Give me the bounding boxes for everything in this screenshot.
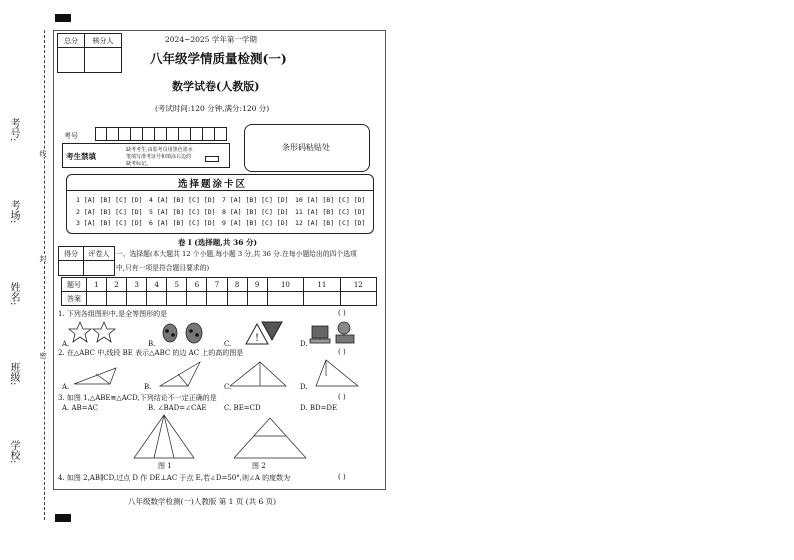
svg-text:!: ! xyxy=(255,333,260,344)
answer-cell[interactable] xyxy=(267,292,303,306)
q2-option-b: B. xyxy=(144,383,152,391)
answer-table-num: 3 xyxy=(127,278,147,292)
score-total-label: 总分 xyxy=(58,34,85,48)
section-grader-label: 评卷人 xyxy=(84,247,115,261)
score-table xyxy=(57,33,122,73)
section-score-label: 得分 xyxy=(59,247,84,261)
school-year: 2024~2025 学年第一学期 xyxy=(165,35,257,44)
question-2-paren: ( ) xyxy=(338,348,346,356)
card-cell[interactable]: 11 [A] [B] [C] [D] xyxy=(295,207,366,216)
question-2: 2. 在△ABC 中,线段 BE 表示△ABC 的边 AC 上的高的图是 xyxy=(58,349,244,357)
page-subtitle: 数学试卷(人教版) xyxy=(172,80,260,93)
answer-table-num: 4 xyxy=(147,278,167,292)
kaohao-boxes[interactable] xyxy=(95,127,227,141)
notice-line-2: 笔填写准考证号和填涂右边的 xyxy=(126,154,192,160)
answer-cell[interactable] xyxy=(187,292,207,306)
card-row xyxy=(76,195,368,207)
section1-title: 卷 I (选择题,共 36 分) xyxy=(178,238,258,247)
answer-card-title: 选择题涂卡区 xyxy=(178,179,248,190)
card-cell[interactable]: 12 [A] [B] [C] [D] xyxy=(295,219,366,227)
q3-option-d: D. BD=DE xyxy=(300,404,338,412)
question-3: 3. 如图 1,△ABE≌△ACD,下列结论不一定正确的是 xyxy=(58,394,217,402)
binding-mi: 密 xyxy=(39,352,47,359)
forbidden-label: 考生禁填 xyxy=(66,152,96,161)
q1-option-a: A. xyxy=(62,340,70,348)
question-3-paren: ( ) xyxy=(338,393,346,401)
q2-triangle-b xyxy=(160,362,200,386)
binding-xuexiao: 学校: xyxy=(8,440,19,464)
page-title: 八年级学情质量检测(一) xyxy=(150,51,287,66)
section1-instructions-1: 一、选择题(本大题共 12 个小题,每小题 3 分,共 36 分.在每小题给出的四个选项 xyxy=(116,250,357,258)
answer-table-num: 8 xyxy=(227,278,247,292)
answer-card-grid xyxy=(76,195,368,230)
q2-triangle-c xyxy=(230,362,286,386)
figure-2-caption: 图 2 xyxy=(252,462,266,470)
card-cell[interactable]: 5 [A] [B] [C] [D] xyxy=(149,207,216,216)
answer-table-num: 5 xyxy=(167,278,187,292)
question-1-paren: ( ) xyxy=(338,309,346,317)
answer-cell[interactable] xyxy=(167,292,187,306)
card-cell[interactable]: 1 [A] [B] [C] [D] xyxy=(76,196,143,204)
binding-kaochang: 考场: xyxy=(8,200,19,224)
q2-triangles xyxy=(60,356,370,392)
figure-1-caption: 图 1 xyxy=(158,462,172,470)
answer-table-num: 7 xyxy=(207,278,227,292)
answer-table-num: 10 xyxy=(267,278,303,292)
q1-option-d: D. xyxy=(300,340,308,348)
card-cell[interactable]: 8 [A] [B] [C] [D] xyxy=(222,207,289,216)
binding-kaohao: 考号: xyxy=(8,118,19,142)
q2-option-a: A. xyxy=(62,383,70,391)
figure-2 xyxy=(230,412,310,462)
q1-figures xyxy=(60,318,370,348)
card-cell[interactable]: 4 [A] [B] [C] [D] xyxy=(149,196,216,204)
question-1: 1. 下列各组图形中,是全等图形的是 xyxy=(58,310,168,318)
binding-feng: 封 xyxy=(39,255,47,262)
answer-table xyxy=(61,277,377,306)
card-cell[interactable]: 7 [A] [B] [C] [D] xyxy=(222,196,289,204)
answer-table-num: 1 xyxy=(87,278,107,292)
q1-option-c: C. xyxy=(224,340,232,348)
card-row xyxy=(76,207,368,219)
answer-table-q-label: 题号 xyxy=(62,278,87,292)
q1-b-ladybugs xyxy=(163,323,202,343)
answer-cell[interactable] xyxy=(340,292,376,306)
binding-xian: 线 xyxy=(39,150,47,157)
answer-cell[interactable] xyxy=(127,292,147,306)
answer-table-num: 9 xyxy=(247,278,267,292)
card-cell[interactable]: 9 [A] [B] [C] [D] xyxy=(222,219,289,227)
q1-a-stars xyxy=(69,322,115,342)
answer-cell[interactable] xyxy=(147,292,167,306)
answer-cell[interactable] xyxy=(304,292,340,306)
answer-cell[interactable] xyxy=(87,292,107,306)
section-score-table xyxy=(58,246,115,276)
notice-line-1: 缺考考生,由监考员用黑色墨水 xyxy=(126,147,193,153)
page-footer: 八年级数学检测(一)人教版 第 1 页 (共 6 页) xyxy=(128,497,277,506)
score-checker-label: 核分人 xyxy=(85,34,122,48)
section1-instructions-2: 中,只有一项是符合题目要求的) xyxy=(116,264,210,272)
answer-cell[interactable] xyxy=(107,292,127,306)
q3-option-c: C. BE=CD xyxy=(224,404,261,412)
q2-option-c: C. xyxy=(224,383,232,391)
kaohao-label: 考号 xyxy=(64,132,78,140)
barcode-label: 条形码粘贴处 xyxy=(282,143,330,152)
question-4: 4. 如图 2,AB∥CD,过点 D 作 DE⊥AC 于点 E,若∠D=50°,则∠A 的度数为 xyxy=(58,474,291,482)
binding-line xyxy=(44,30,45,520)
registration-mark-bottom xyxy=(55,514,71,522)
score-checker-cell[interactable] xyxy=(85,48,122,73)
q3-option-b: B. ∠BAD=∠CAE xyxy=(148,404,207,412)
answer-cell[interactable] xyxy=(247,292,267,306)
q1-d-computers xyxy=(310,322,354,343)
answer-table-num: 11 xyxy=(304,278,340,292)
card-cell[interactable]: 6 [A] [B] [C] [D] xyxy=(149,219,216,227)
answer-table-num: 2 xyxy=(107,278,127,292)
section-grader-cell[interactable] xyxy=(84,261,115,276)
answer-cell[interactable] xyxy=(207,292,227,306)
exam-info: (考试时间:120 分钟,满分:120 分) xyxy=(155,104,270,113)
binding-banji: 班级: xyxy=(8,362,19,386)
binding-xingming: 姓名: xyxy=(8,282,19,306)
card-cell[interactable]: 10 [A] [B] [C] [D] xyxy=(295,196,366,204)
q1-option-b: B. xyxy=(148,340,156,348)
answer-card-title-rule xyxy=(66,190,374,191)
question-4-paren: ( ) xyxy=(338,473,346,481)
answer-cell[interactable] xyxy=(227,292,247,306)
q2-option-d: D. xyxy=(300,383,308,391)
q1-c-warning-signs xyxy=(246,322,282,344)
answer-table-num: 12 xyxy=(340,278,376,292)
score-total-cell[interactable] xyxy=(58,48,85,73)
notice-line-3: 缺考标记。 xyxy=(126,161,152,167)
section-score-cell[interactable] xyxy=(59,261,84,276)
card-row xyxy=(76,218,368,230)
q3-option-a: A. AB=AC xyxy=(62,404,98,412)
answer-table-a-label: 答案 xyxy=(62,292,87,306)
registration-mark-top xyxy=(55,14,71,22)
answer-table-num: 6 xyxy=(187,278,207,292)
absent-mark-box[interactable] xyxy=(205,156,219,162)
card-cell[interactable]: 3 [A] [B] [C] [D] xyxy=(76,219,143,227)
q2-triangle-a xyxy=(74,368,116,384)
figure-1 xyxy=(130,412,200,462)
card-cell[interactable]: 2 [A] [B] [C] [D] xyxy=(76,207,143,216)
q2-triangle-d xyxy=(316,360,358,386)
